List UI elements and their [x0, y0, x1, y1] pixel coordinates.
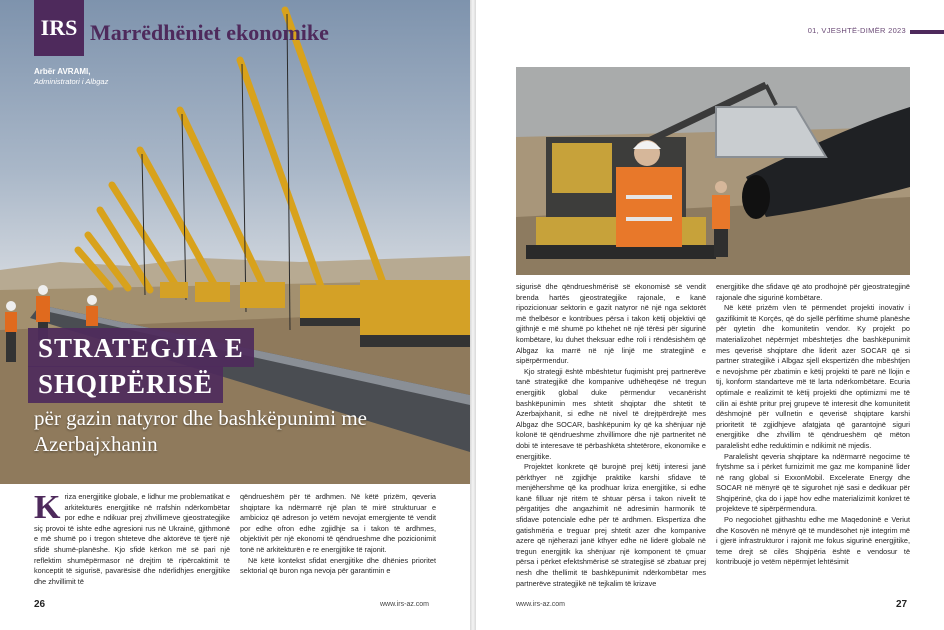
headline-box-1 — [28, 328, 254, 367]
paragraph: Po negociohet gjithashtu edhe me Maqedoninë e Veriut dhe Kosovën në mënyrë që të mundësohet një integrim më i gjerë infrastrukturor i rajonit me fokus sigurinë energjitike, teme drejt së cilës Shqipëria është e vendosur të kontribuojë jo vetëm nëpërmjet lehtësimit — [716, 515, 910, 567]
headline-line-2: SHQIPËRISË — [38, 369, 214, 399]
worker-photo — [516, 67, 910, 275]
footer-url-right: www.irs-az.com — [516, 601, 566, 608]
paragraph: Paralelisht qeveria shqiptare ka ndërmarrë negocime të frytshme sa i përket furnizimit me gaz me kompaninë lider në rang global si ExxonMobil. Excelerate Energy dhe SOCAR në mënyrë që të sigurohet një sasi e dedikuar për Shqipërinë, çka do i japë hov edhe materializimit konkret të projekteve të sipërpërmendura. — [716, 451, 910, 514]
page-number-left: 26 — [34, 599, 46, 610]
footer-url-left: www.irs-az.com — [380, 601, 430, 608]
paragraph: sigurisë dhe qëndrueshmërisë së ekonomisë së vendit brenda hartës gjeostrategjike rajonale, e kanë ripozicionuar sektorin e gazit natyror në një nga sektorët më thelbësor e kontribues përsa i takon këtij objektivi që gjithnjë e më shumë po kthehet në një tërësi për sigurinë kombëtare, ku duhet theksuar edhe roli i rëndësishëm që Albgaz ka marrë në një linjë me strategjinë e sipërpërmendur. — [516, 282, 706, 366]
paragraph: Në këtë kontekst sfidat energjitike dhe dhënies prioritet sektorial që buron nga nevoja për garantimin e — [240, 555, 436, 576]
left-page — [0, 0, 470, 630]
irs-logo — [34, 0, 84, 56]
author-role: Administratori i Albgaz — [34, 77, 109, 86]
page-number-right: 27 — [896, 599, 908, 610]
paragraph: riza energjitike globale, e lidhur me problematikat e arkitekturës energjitike në rrafshin ndërkombëtar por edhe e ndikuar prej zhvillimeve gjeostrategjike siç provoi të ishte edhe agresioni rus në Ukrainë, gjithmonë e më shumë po i tregon shteteve dhe aktorëve të tjerë një sfidë shumë-planëshe. Kjo sfidë kërkon më së pari një reflektim shumëpërmasor në drejtim të ripërcaktimit të konceptit të sigurisë, pavarësisë dhe ndërlidhjes energjitike dhe zhvillimit të — [34, 492, 230, 586]
paragraph: Në këtë prizëm vlen të përmendet projekti inovativ i gazifikimit të Korçës, që do sjellë përfitime shumë planëshe për qytetin dhe komunitetin vendor. Ky projekt po materializohet nëpërmjet mbështetjes dhe bashkëpunimit mes qeverisë shqiptare dhe liderit azer SOCAR që si partner strategjikë i Albgaz sjell ekspertizën dhe mbështjen e nevojshme për zbatimin e këtij projekti të parë në llojin e tij, konform standarteve më të larta ndërkombëtare. Ecuria optimale e realizimit të këtij projekti dhe optimizmi me të cilin ai është pritur prej grupeve të interesit dhe komunitetit dëshmojnë për vullnetin e qeverisë shqiptare karshi prioritetit të zgjidhjeve afatgjata që garantojnë siguri energjitike dhe zhvillim të qëndrueshëm që mëton paralelisht edhe reduktimin e ndikimit në mjedis. — [716, 303, 910, 450]
left-column-1 — [34, 489, 230, 587]
right-column-1 — [516, 282, 706, 589]
drop-cap: K — [34, 489, 61, 526]
section-title: Marrëdhëniet ekonomike — [90, 20, 329, 45]
worker-machinery-illustration — [516, 67, 910, 275]
brand-text: IRS — [40, 15, 78, 40]
author-name: Arbër AVRAMI, — [34, 67, 91, 76]
headline-line-1: STRATEGJIA E — [38, 333, 244, 363]
paragraph: qëndrueshëm për të ardhmen. Në këtë prizëm, qeveria shqiptare ka ndërmarrë një plan të mirë strukturuar e ambicioz që adreson jo vetëm nevojat emergjente të vendit por edhe ofron edhe zgjidhje sa i takon të ardhmes, objektivit për një ekonomi të qëndrueshme dhe pozicionimit tonë në arkitekturën e re energjitike të rajonit. — [240, 492, 436, 554]
paragraph: Kjo strategji është mbështetur fuqimisht prej partnerëve tanë strategjikë dhe kompanive udhëheqëse në tregun energjitik global duke përmendur vecanërisht bashkëpunimin mes shtetit shqiptar dhe shtetit të Azerbajxhanit, si edhe në nivel të drejtpërdrejtë mes Albgaz dhe SOCAR, bashkëpunim ky që ka shënjuar një kolonë të qëndrueshme zhvillimore dhe një partneritet në dobi të interesave të përbashkëta shtetërore, ekonomike e energjitike. — [516, 366, 706, 461]
hero-photo — [0, 0, 470, 484]
left-column-2 — [240, 492, 436, 577]
paragraph: Projektet konkrete që burojnë prej këtij interesi janë përkthyer në zgjidhje praktike karshi sfidave të menjëhershme që ka prodhuar kriza energjitike, si edhe kanë filluar një ritëm të shtuar përsa i takon nivelit të përgatitjes dhe angazhimit në adresimin harmonik të sfidave potenciale edhe për të ardhmen. Ekspertiza dhe gatishmëria e treguar prej shtetit azer dhe kompanive azere që njëherazi janë kthyer edhe në liderë globalë në tregun energjitik ka shënjuar një komponent të çmuar përsa i përket efektshmërisë së strategjisë së zbatuar prej nesh dhe thellimit të bashkëpunimit ndërkombëtar mes partnerëve strategjikë në tejkalim të krizave — [516, 462, 706, 588]
right-page — [476, 0, 944, 630]
headline-box-2 — [28, 366, 223, 403]
headline-subtitle: për gazin natyror dhe bashkëpunimi me Azerbajxhanin — [34, 406, 367, 456]
paragraph: energjitike dhe sfidave që ato prodhojnë për gjeostrategjinë rajonale dhe sigurinë kombëtare. — [716, 282, 910, 302]
right-column-2 — [716, 282, 910, 568]
issue-date: 01, VJESHTË-DIMËR 2023 — [807, 26, 906, 35]
date-accent-bar — [910, 30, 944, 34]
